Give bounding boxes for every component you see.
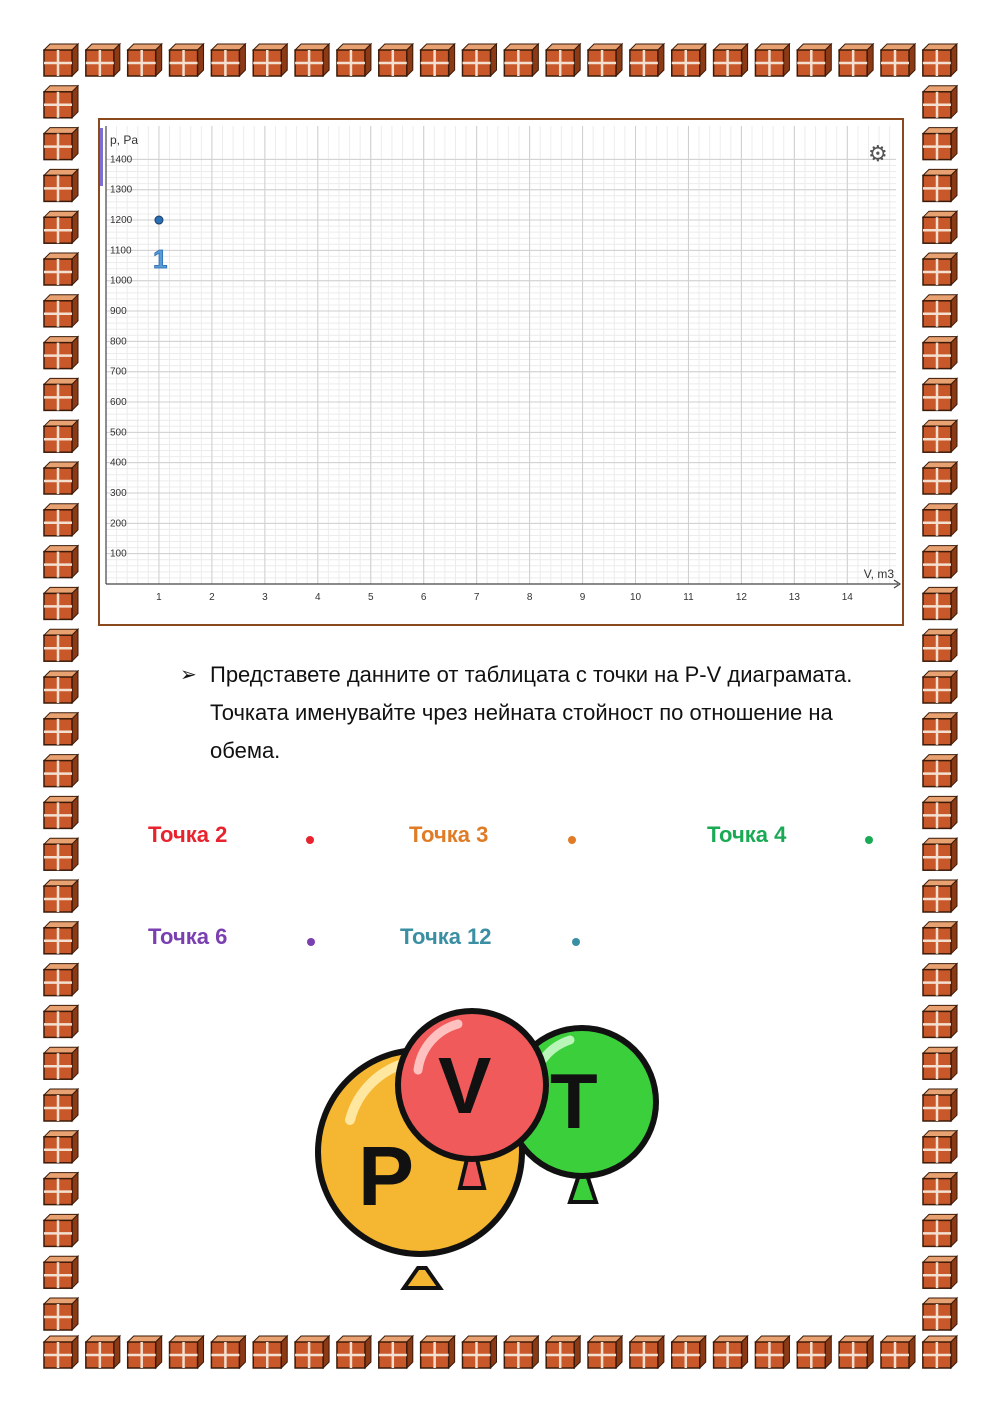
brick-icon	[44, 880, 78, 912]
point-dot-6[interactable]	[307, 938, 315, 946]
brick-icon	[44, 587, 78, 619]
brick-icon	[923, 1131, 957, 1163]
x-tick-label: 8	[526, 592, 533, 603]
brick-icon	[923, 337, 957, 369]
brick-icon	[421, 1336, 455, 1368]
brick-icon	[211, 1336, 245, 1368]
y-tick-label: 400	[110, 457, 127, 469]
brick-icon	[755, 1336, 789, 1368]
brick-icon	[295, 44, 329, 76]
brick-icon	[211, 44, 245, 76]
y-tick-label: 200	[110, 518, 127, 530]
brick-icon	[881, 44, 915, 76]
brick-icon	[923, 1089, 957, 1121]
brick-icon	[44, 629, 78, 661]
brick-icon	[923, 671, 957, 703]
brick-icon	[839, 1336, 873, 1368]
brick-icon	[923, 629, 957, 661]
brick-icon	[44, 1214, 78, 1246]
instruction-text: Представете данните от таблицата с точки на P-V диаграмата. Точката именувайте чрез нейната стойност по отношение на обема.	[210, 662, 853, 763]
point-dot-3[interactable]	[568, 836, 576, 844]
brick-icon	[923, 964, 957, 996]
point-label-2: Точка 2	[148, 822, 228, 847]
brick-icon	[44, 86, 78, 118]
brick-icon	[923, 44, 957, 76]
brick-icon	[923, 378, 957, 410]
brick-icon	[44, 796, 78, 828]
brick-icon	[923, 1336, 957, 1368]
brick-icon	[923, 1047, 957, 1079]
brick-icon	[44, 755, 78, 787]
brick-icon	[755, 44, 789, 76]
brick-icon	[421, 44, 455, 76]
pvt-balloons-image	[300, 1000, 680, 1310]
brick-icon	[546, 44, 580, 76]
brick-icon	[44, 337, 78, 369]
brick-icon	[923, 880, 957, 912]
x-tick-label: 11	[683, 592, 694, 603]
brick-icon	[714, 1336, 748, 1368]
brick-icon	[379, 1336, 413, 1368]
arrow-bullet-icon: ➢	[180, 664, 197, 686]
brick-icon	[86, 1336, 120, 1368]
brick-icon	[504, 1336, 538, 1368]
brick-icon	[714, 44, 748, 76]
brick-icon	[923, 1214, 957, 1246]
y-tick-label: 1000	[110, 275, 133, 287]
brick-icon	[170, 44, 204, 76]
brick-icon	[44, 504, 78, 536]
balloon-v-letter: V	[438, 1041, 492, 1130]
data-point[interactable]	[155, 216, 163, 224]
brick-icon	[44, 1298, 78, 1330]
brick-icon	[923, 796, 957, 828]
x-tick-label: 14	[841, 592, 853, 603]
gear-icon[interactable]: ⚙	[868, 142, 888, 167]
y-tick-label: 300	[110, 488, 127, 500]
x-tick-label: 9	[579, 592, 586, 603]
brick-icon	[588, 1336, 622, 1368]
brick-icon	[923, 295, 957, 327]
brick-icon	[44, 1173, 78, 1205]
brick-icon	[295, 1336, 329, 1368]
brick-icon	[504, 44, 538, 76]
brick-icon	[44, 713, 78, 745]
brick-icon	[672, 44, 706, 76]
point-dot-2[interactable]	[306, 836, 314, 844]
pv-diagram-frame[interactable]	[98, 118, 904, 626]
point-label-4: Точка 4	[707, 822, 787, 847]
brick-icon	[44, 1047, 78, 1079]
y-tick-label: 1200	[110, 215, 133, 227]
brick-icon	[44, 838, 78, 870]
point-label-12: Точка 12	[400, 924, 492, 949]
y-tick-label: 1400	[110, 154, 133, 166]
brick-icon	[337, 44, 371, 76]
brick-icon	[923, 462, 957, 494]
x-tick-label: 10	[629, 592, 642, 603]
brick-icon	[337, 1336, 371, 1368]
brick-icon	[44, 169, 78, 201]
brick-icon	[923, 1005, 957, 1037]
brick-icon	[44, 378, 78, 410]
point-label-3: Точка 3	[409, 822, 489, 847]
x-tick-label: 5	[367, 592, 374, 603]
brick-icon	[923, 1173, 957, 1205]
y-tick-label: 500	[110, 427, 127, 439]
x-tick-label: 1	[156, 592, 162, 603]
brick-icon	[44, 128, 78, 160]
brick-icon	[923, 546, 957, 578]
brick-icon	[253, 44, 287, 76]
y-tick-label: 1100	[110, 245, 132, 257]
x-axis-label: V, m3	[863, 567, 894, 581]
brick-icon	[44, 44, 78, 76]
point-dot-4[interactable]	[865, 836, 873, 844]
brick-icon	[546, 1336, 580, 1368]
brick-icon	[128, 44, 162, 76]
y-axis-accent	[100, 128, 103, 186]
balloon-p-letter: P	[358, 1129, 415, 1223]
brick-icon	[923, 1256, 957, 1288]
brick-icon	[44, 295, 78, 327]
brick-icon	[923, 86, 957, 118]
y-tick-label: 1300	[110, 184, 133, 196]
brick-icon	[923, 838, 957, 870]
brick-icon	[923, 1298, 957, 1330]
brick-icon	[44, 1256, 78, 1288]
brick-icon	[463, 44, 497, 76]
brick-icon	[588, 44, 622, 76]
x-tick-label: 2	[209, 592, 215, 603]
brick-icon	[44, 1131, 78, 1163]
brick-icon	[44, 420, 78, 452]
y-axis-label: p, Pa	[110, 133, 139, 147]
brick-icon	[86, 44, 120, 76]
brick-icon	[630, 1336, 664, 1368]
x-tick-label: 3	[262, 592, 268, 603]
brick-icon	[128, 1336, 162, 1368]
brick-icon	[170, 1336, 204, 1368]
brick-icon	[923, 253, 957, 285]
brick-icon	[44, 1089, 78, 1121]
brick-icon	[797, 1336, 831, 1368]
brick-icon	[839, 44, 873, 76]
brick-icon	[44, 253, 78, 285]
data-point-label: 1	[152, 244, 168, 275]
y-tick-label: 100	[110, 548, 127, 560]
pv-diagram[interactable]	[100, 120, 902, 624]
brick-icon	[44, 211, 78, 243]
point-label-6: Точка 6	[148, 924, 228, 949]
brick-icon	[923, 211, 957, 243]
y-tick-label: 600	[110, 397, 127, 409]
brick-icon	[923, 587, 957, 619]
brick-icon	[630, 44, 664, 76]
brick-icon	[44, 671, 78, 703]
x-tick-label: 6	[420, 592, 427, 603]
balloon-t-letter: T	[550, 1057, 598, 1145]
brick-icon	[797, 44, 831, 76]
brick-icon	[923, 420, 957, 452]
brick-icon	[44, 922, 78, 954]
brick-icon	[881, 1336, 915, 1368]
y-tick-label: 700	[110, 366, 127, 378]
brick-icon	[923, 713, 957, 745]
y-tick-label: 900	[110, 306, 127, 318]
y-tick-label: 800	[110, 336, 127, 348]
x-tick-label: 4	[315, 592, 321, 603]
x-tick-label: 13	[788, 592, 800, 603]
brick-icon	[463, 1336, 497, 1368]
brick-icon	[923, 922, 957, 954]
brick-icon	[253, 1336, 287, 1368]
x-tick-label: 7	[473, 592, 480, 603]
brick-icon	[379, 44, 413, 76]
brick-icon	[44, 546, 78, 578]
brick-icon	[44, 1336, 78, 1368]
brick-icon	[923, 128, 957, 160]
brick-icon	[672, 1336, 706, 1368]
brick-icon	[44, 462, 78, 494]
brick-icon	[923, 504, 957, 536]
brick-icon	[44, 964, 78, 996]
brick-icon	[923, 755, 957, 787]
x-tick-label: 12	[735, 592, 747, 603]
brick-icon	[923, 169, 957, 201]
brick-icon	[44, 1005, 78, 1037]
point-dot-12[interactable]	[572, 938, 580, 946]
